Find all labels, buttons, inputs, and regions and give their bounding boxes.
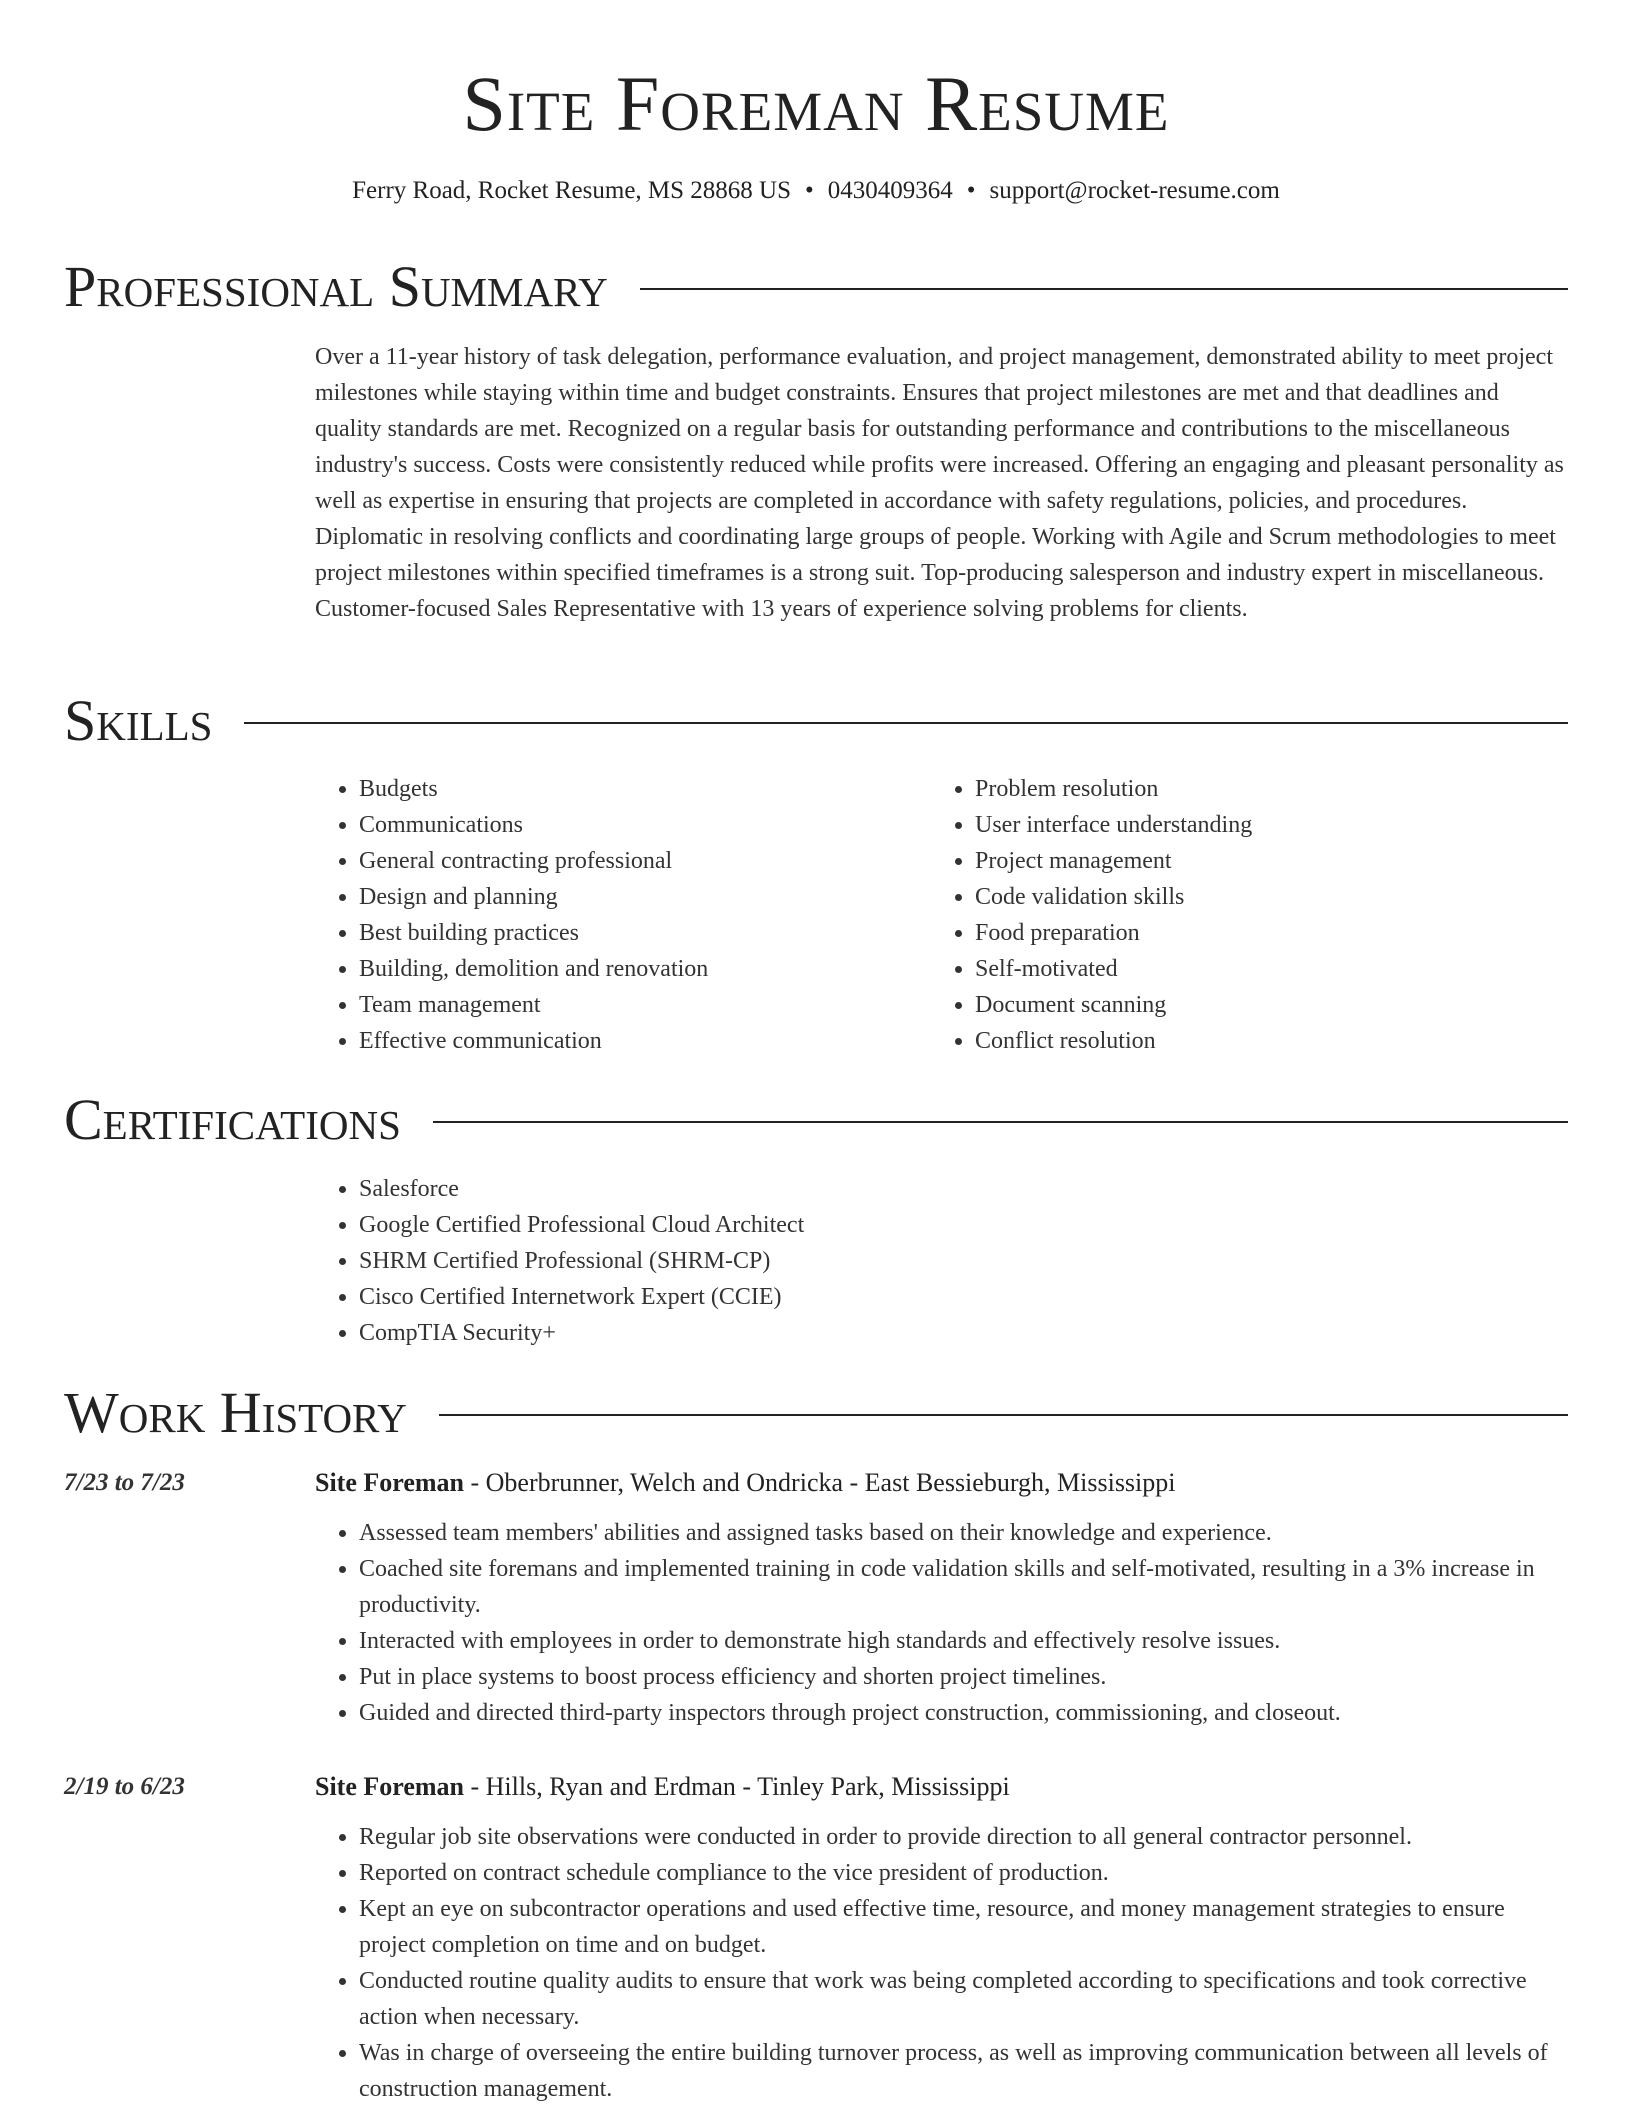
skill-item: • Communications [359, 807, 915, 843]
section-header-work-history [64, 1380, 1568, 1446]
contact-email: support@rocket-resume.com [989, 177, 1280, 204]
contact-line [0, 174, 1632, 208]
contact-address: Ferry Road, Rocket Resume, MS 28868 US [352, 177, 792, 204]
skill-item: • General contracting professional [359, 843, 915, 879]
certification-item: • SHRM Certified Professional (SHRM-CP) [359, 1243, 1570, 1279]
job-title-line [315, 1769, 1010, 1805]
skill-item: • Problem resolution [975, 771, 1571, 807]
job-duty-item: • Interacted with employees in order to demonstrate high standards and effectively resolve issues. [359, 1623, 1570, 1659]
job-title-line [315, 1465, 1176, 1501]
skills-list-right [931, 771, 1571, 1059]
section-divider [439, 1414, 1568, 1416]
job-duty-item: • Put in place systems to boost process efficiency and shorten project timelines. [359, 1659, 1570, 1695]
certification-item: • CompTIA Security+ [359, 1315, 1570, 1351]
certification-item: • Salesforce [359, 1171, 1570, 1207]
section-title-work-history: Work History [64, 1380, 407, 1445]
skills-list-left [315, 771, 915, 1059]
skill-item: • Document scanning [975, 987, 1571, 1023]
job-employer-location: - Oberbrunner, Welch and Ondricka - East Bessieburgh, Mississippi [464, 1468, 1176, 1497]
resume-title: Site Foreman Resume [462, 60, 1170, 147]
skill-item: • Food preparation [975, 915, 1571, 951]
job-title: Site Foreman [315, 1772, 464, 1801]
certifications-list [315, 1171, 1570, 1351]
skill-item: • Conflict resolution [975, 1023, 1571, 1059]
section-title-certifications: Certifications [64, 1087, 401, 1152]
job-employer-location: - Hills, Ryan and Erdman - Tinley Park, Mississippi [464, 1772, 1010, 1801]
job-duty-item: • Regular job site observations were conducted in order to provide direction to all general contractor personnel. [359, 1819, 1570, 1855]
contact-separator: • [966, 177, 976, 204]
certifications-block [315, 1171, 1570, 1351]
contact-separator: • [805, 177, 814, 204]
section-divider [640, 288, 1568, 290]
skill-item: • Team management [359, 987, 915, 1023]
summary-text: Over a 11-year history of task delegation, performance evaluation, and project management, demonstrated ability to meet project milestones while staying within time and budget constraints. Ensures that project milestones are met and that deadlines and quality standards are met. Recognized on a regular basis for outstanding performance and contributions to the miscellaneous industry's success. Costs were consistently reduced while profits were increased. Offering an engaging and pleasant personality as well as expertise in ensuring that projects are completed in accordance with safety regulations, policies, and procedures. Diplomatic in resolving conflicts and coordinating large groups of people. Working with Agile and Scrum methodologies to meet project milestones within specified timeframes is a strong suit. Top-producing salesperson and industry expert in miscellaneous. Customer-focused Sales Representative with 13 years of experience solving problems for clients. [315, 344, 1564, 622]
job-duty-item: • Was in charge of overseeing the entire building turnover process, as well as improving communication between all levels of construction management. [359, 2035, 1570, 2107]
certification-item: • Cisco Certified Internetwork Expert (CCIE) [359, 1279, 1570, 1315]
section-header-skills [64, 688, 1568, 754]
job-dates: 7/23 to 7/23 [64, 1469, 185, 1496]
job-duties [315, 1515, 1570, 1731]
skill-item: • Effective communication [359, 1023, 915, 1059]
job-duty-item: • Conducted routine quality audits to ensure that work was being completed according to specifications and took corrective action when necessary. [359, 1963, 1570, 2035]
contact-phone: 0430409364 [827, 177, 953, 204]
skills-column-left [315, 771, 915, 1059]
job-duty-item: • Kept an eye on subcontractor operations and used effective time, resource, and money management strategies to ensure project completion on time and on budget. [359, 1891, 1570, 1963]
skills-column-right [931, 771, 1571, 1059]
skill-item: • Design and planning [359, 879, 915, 915]
job-duties [315, 1819, 1570, 2107]
skill-item: • Project management [975, 843, 1571, 879]
section-header-summary [64, 254, 1568, 320]
job-duty-item: • Coached site foremans and implemented training in code validation skills and self-motivated, resulting in a 3% increase in productivity. [359, 1551, 1570, 1623]
certification-item: • Google Certified Professional Cloud Architect [359, 1207, 1570, 1243]
skill-item: • Building, demolition and renovation [359, 951, 915, 987]
skill-item: • Code validation skills [975, 879, 1571, 915]
job-duty-item: • Reported on contract schedule compliance to the vice president of production. [359, 1855, 1570, 1891]
job-dates: 2/19 to 6/23 [64, 1773, 185, 1800]
skill-item: • User interface understanding [975, 807, 1571, 843]
section-title-skills: Skills [64, 688, 213, 753]
section-header-certifications [64, 1087, 1568, 1153]
skill-item: • Best building practices [359, 915, 915, 951]
job-duties-list [315, 1819, 1570, 2107]
section-divider [433, 1121, 1568, 1123]
skill-item: • Self-motivated [975, 951, 1571, 987]
job-duty-item: • Assessed team members' abilities and assigned tasks based on their knowledge and experience. [359, 1515, 1570, 1551]
skill-item: • Budgets [359, 771, 915, 807]
section-divider [244, 722, 1568, 724]
job-title: Site Foreman [315, 1468, 464, 1497]
job-duty-item: • Guided and directed third-party inspectors through project construction, commissioning, and closeout. [359, 1695, 1570, 1731]
section-title-summary: Professional Summary [64, 254, 608, 319]
job-duties-list [315, 1515, 1570, 1731]
